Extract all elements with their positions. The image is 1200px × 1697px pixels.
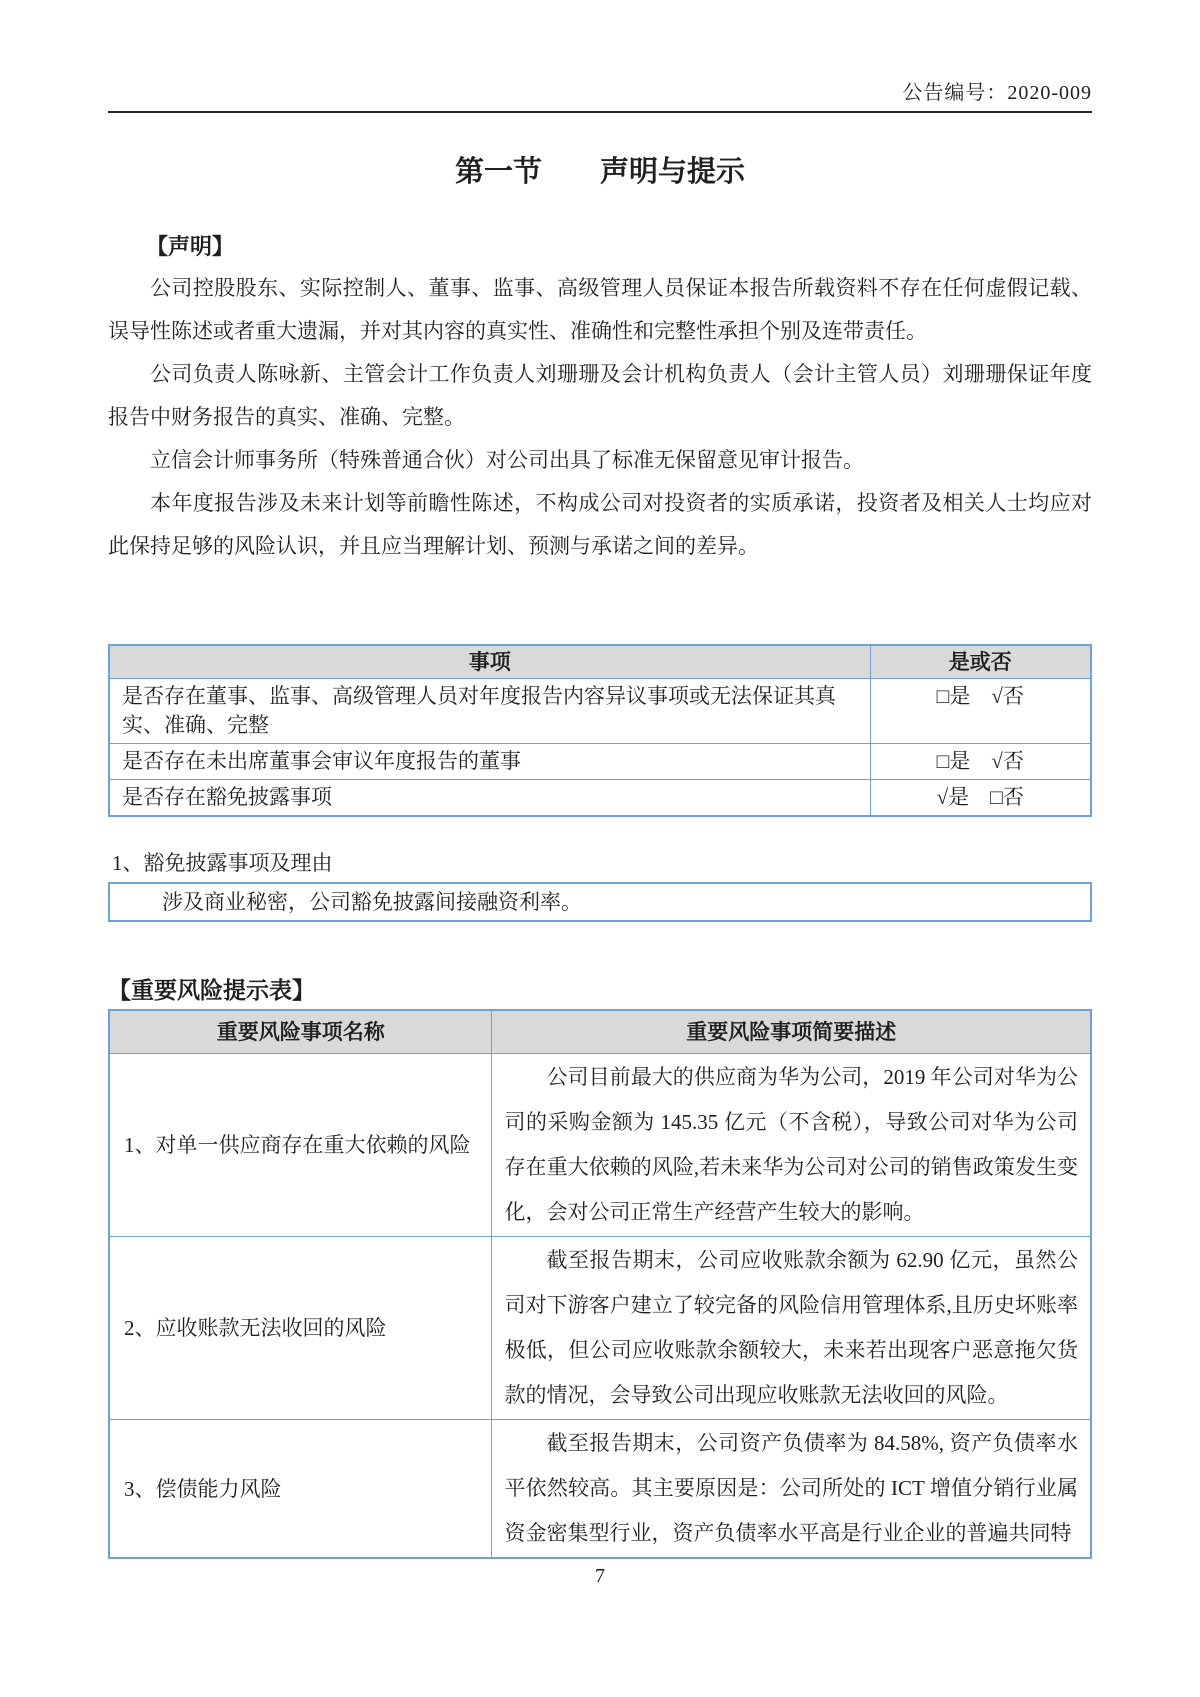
matter-item: 是否存在豁免披露事项 <box>109 780 870 817</box>
risk-header-name: 重要风险事项名称 <box>109 1010 492 1054</box>
matters-table-header-row <box>109 645 1091 679</box>
risk-name: 3、偿债能力风险 <box>109 1420 492 1559</box>
matter-answer: √是 □否 <box>870 780 1091 817</box>
table-row <box>109 1420 1091 1559</box>
risk-name: 2、应收账款无法收回的风险 <box>109 1237 492 1420</box>
matters-header-answer: 是或否 <box>870 645 1091 679</box>
section-title: 第一节 声明与提示 <box>454 156 745 188</box>
declaration-body <box>108 267 1092 568</box>
table-row <box>109 780 1091 817</box>
declaration-paragraph: 本年度报告涉及未来计划等前瞻性陈述，不构成公司对投资者的实质承诺，投资者及相关人士均应对此保持足够的风险认识，并且应当理解计划、预测与承诺之间的差异。 <box>108 491 1092 558</box>
risk-table-heading: 【重要风险提示表】 <box>108 978 315 1003</box>
risk-header-description: 重要风险事项简要描述 <box>492 1010 1091 1054</box>
matter-answer: □是 √否 <box>870 679 1091 744</box>
exemption-heading: 1、豁免披露事项及理由 <box>112 851 333 875</box>
risk-name: 1、对单一供应商存在重大依赖的风险 <box>109 1054 492 1237</box>
risk-description: 截至报告期末，公司资产负债率为 84.58%, 资产负债率水平依然较高。其主要原因是：公司所处的 ICT 增值分销行业属资金密集型行业，资产负债率水平高是行业企业的普遍共同特 <box>492 1420 1091 1559</box>
declaration-heading: 【声明】 <box>146 234 235 259</box>
risk-description: 公司目前最大的供应商为华为公司，2019 年公司对华为公司的采购金额为 145.35 亿元（不含税），导致公司对华为公司存在重大依赖的风险,若未来华为公司对公司的销售政策发生变化，会对公司正常生产经营产生较大的影响。 <box>492 1054 1091 1237</box>
document-header <box>108 0 1092 113</box>
risk-description: 截至报告期末，公司应收账款余额为 62.90 亿元，虽然公司对下游客户建立了较完备的风险信用管理体系,且历史坏账率极低，但公司应收账款余额较大，未来若出现客户恶意拖欠货款的情况，会导致公司出现应收账款无法收回的风险。 <box>492 1237 1091 1420</box>
announcement-number: 公告编号：2020-009 <box>902 82 1092 104</box>
declaration-paragraph: 公司控股股东、实际控制人、董事、监事、高级管理人员保证本报告所载资料不存在任何虚假记载、误导性陈述或者重大遗漏，并对其内容的真实性、准确性和完整性承担个别及连带责任。 <box>108 276 1092 343</box>
exemption-content-box: 涉及商业秘密，公司豁免披露间接融资利率。 <box>108 882 1092 922</box>
page-number: 7 <box>595 1565 605 1587</box>
matters-table <box>108 644 1092 817</box>
table-row <box>109 1054 1091 1237</box>
table-row <box>109 1237 1091 1420</box>
table-row <box>109 679 1091 744</box>
matter-item: 是否存在董事、监事、高级管理人员对年度报告内容异议事项或无法保证其真实、准确、完整 <box>109 679 870 744</box>
matter-answer: □是 √否 <box>870 744 1091 780</box>
declaration-paragraph: 立信会计师事务所（特殊普通合伙）对公司出具了标准无保留意见审计报告。 <box>150 448 864 472</box>
risk-table <box>108 1009 1092 1559</box>
matters-header-item: 事项 <box>109 645 870 679</box>
matter-item: 是否存在未出席董事会审议年度报告的董事 <box>109 744 870 780</box>
table-row <box>109 744 1091 780</box>
declaration-paragraph: 公司负责人陈咏新、主管会计工作负责人刘珊珊及会计机构负责人（会计主管人员）刘珊珊保证年度报告中财务报告的真实、准确、完整。 <box>108 362 1092 429</box>
risk-table-header-row <box>109 1010 1091 1054</box>
